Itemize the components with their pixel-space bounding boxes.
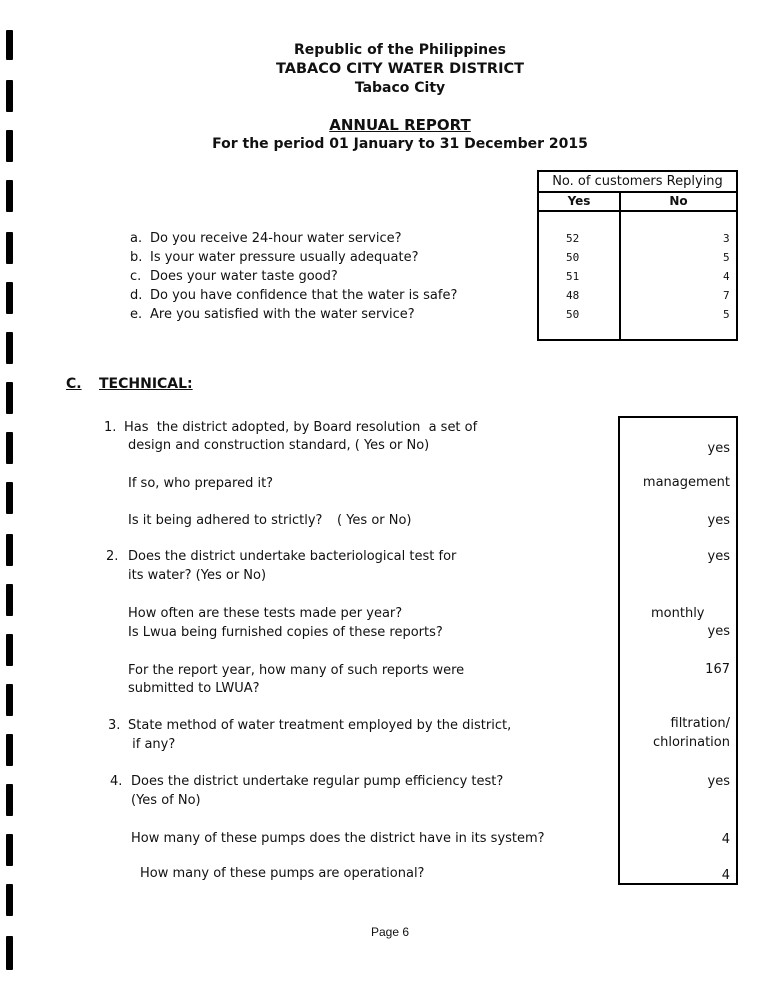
tech-q4c-text: How many of these pumps are operational? xyxy=(140,866,425,881)
tech-q4b-text: How many of these pumps does the district have in its system? xyxy=(131,831,545,846)
tech-q2c-text-2: submitted to LWUA? xyxy=(128,681,260,696)
tech-q2b-answer: yes xyxy=(707,624,730,639)
page-number: Page 6 xyxy=(371,925,410,939)
tech-q2-number: 2. xyxy=(106,549,119,564)
tech-q1c-tail: ( Yes or No) xyxy=(337,513,412,528)
binder-mark xyxy=(6,684,13,716)
report-period: For the period 01 January to 31 December 2015 xyxy=(212,136,588,152)
tech-q3-answer-2: chlorination xyxy=(652,735,730,750)
binder-mark xyxy=(6,282,13,314)
tech-q3-text-2: if any? xyxy=(128,737,176,752)
tech-q1-answer: yes xyxy=(707,441,730,456)
survey-col-yes: Yes xyxy=(567,194,591,208)
survey-table-title: No. of customers Replying xyxy=(539,172,736,193)
section-c-letter: C. xyxy=(66,376,82,392)
binder-mark xyxy=(6,634,13,666)
binder-mark xyxy=(6,382,13,414)
tech-q3-text: State method of water treatment employed by the district, xyxy=(128,718,512,733)
binder-mark xyxy=(6,734,13,766)
binder-mark xyxy=(6,936,13,970)
binder-mark xyxy=(6,834,13,866)
tech-q1-text-2: design and construction standard, ( Yes or No) xyxy=(128,438,430,453)
binder-mark xyxy=(6,432,13,464)
tech-q1b-text: If so, who prepared it? xyxy=(128,476,274,491)
binder-mark xyxy=(6,482,13,514)
tech-q2-answer: yes xyxy=(707,549,730,564)
tech-q1c-text: Is it being adhered to strictly? xyxy=(128,513,323,528)
tech-q4-number: 4. xyxy=(110,774,123,789)
header-city: Tabaco City xyxy=(354,80,446,96)
binder-mark xyxy=(6,534,13,566)
tech-q4-text-2: (Yes of No) xyxy=(131,793,201,808)
section-c-title: TECHNICAL: xyxy=(99,376,193,392)
tech-q2-text-2: its water? (Yes or No) xyxy=(128,568,267,583)
binder-mark xyxy=(6,332,13,364)
tech-q2b-text: How often are these tests made per year? xyxy=(128,606,403,621)
tech-q2b-answer-frequency: monthly xyxy=(651,606,705,621)
tech-q1-text: Has the district adopted, by Board resolution a set of xyxy=(124,420,478,435)
tech-q2c-answer: 167 xyxy=(705,662,730,677)
tech-q2-text: Does the district undertake bacteriological test for xyxy=(128,549,457,564)
header-district: TABACO CITY WATER DISTRICT xyxy=(275,61,525,77)
binder-mark xyxy=(6,584,13,616)
tech-q4b-answer: 4 xyxy=(721,832,730,847)
tech-q3-number: 3. xyxy=(108,718,121,733)
header-republic: Republic of the Philippines xyxy=(294,42,506,58)
binder-mark xyxy=(6,884,13,916)
tech-q1b-answer: management xyxy=(642,475,730,490)
binder-mark xyxy=(6,232,13,264)
tech-q4-text: Does the district undertake regular pump efficiency test? xyxy=(131,774,504,789)
report-title: ANNUAL REPORT xyxy=(329,116,471,134)
tech-q3-answer-1: filtration/ xyxy=(670,716,730,731)
survey-col-divider xyxy=(619,191,621,339)
tech-q2c-text: For the report year, how many of such reports were xyxy=(128,663,465,678)
tech-q4-answer: yes xyxy=(707,774,730,789)
tech-q2b-text-2: Is Lwua being furnished copies of these reports? xyxy=(128,625,443,640)
tech-q1c-answer: yes xyxy=(707,513,730,528)
survey-header-rule xyxy=(539,210,736,212)
tech-q1-number: 1. xyxy=(104,420,117,435)
binder-mark xyxy=(6,180,13,212)
tech-q4c-answer: 4 xyxy=(721,868,730,883)
binder-mark xyxy=(6,784,13,816)
survey-col-no: No xyxy=(669,194,688,208)
